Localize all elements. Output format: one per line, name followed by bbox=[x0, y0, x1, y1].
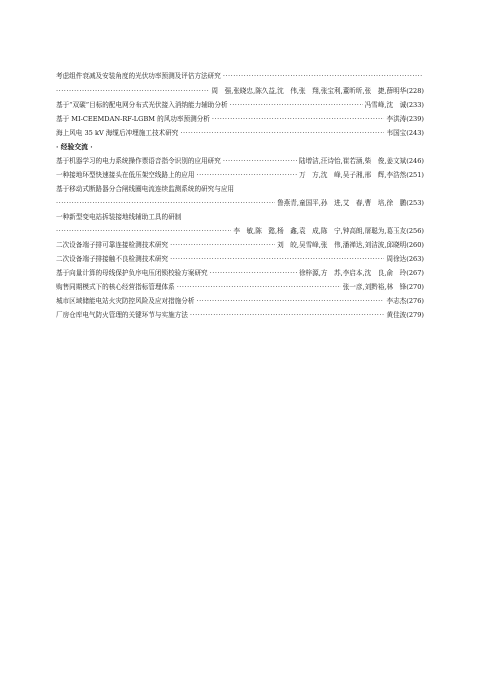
entry-authors: 张一彦,刘黔裕,林 锋 bbox=[342, 283, 407, 291]
entry-authors: 徐梓源,方 苏,李启本,沈 良,俞 玲 bbox=[298, 269, 407, 277]
toc-entry-authors[interactable] bbox=[56, 87, 424, 96]
entry-page: (276) bbox=[406, 297, 424, 305]
entry-title: 基于向量计算的母线保护负序电压闭锁校验方案研究 bbox=[56, 269, 208, 277]
leader-dots bbox=[196, 171, 297, 180]
entry-page: (263) bbox=[406, 255, 424, 263]
entry-page: (256) bbox=[406, 227, 424, 235]
entry-page: (279) bbox=[406, 311, 424, 319]
section-heading: · 经验交流 · bbox=[56, 143, 93, 151]
entry-page: (253) bbox=[406, 199, 424, 207]
leader-dots bbox=[56, 227, 231, 236]
entry-authors: 李志杰 bbox=[386, 297, 407, 305]
entry-authors: 刘 皎,吴雪峰,张 伟,潘禅达,刘洁波,邱晓明 bbox=[277, 241, 407, 249]
leader-dots bbox=[170, 255, 384, 264]
entry-page: (239) bbox=[406, 115, 424, 123]
toc-entry[interactable] bbox=[56, 129, 424, 138]
leader-dots bbox=[180, 129, 384, 138]
leader-dots bbox=[223, 72, 422, 81]
entry-authors: 韦国宝 bbox=[386, 129, 407, 137]
entry-title: 购售同期模式下的核心经营指标管理体系 bbox=[56, 283, 175, 291]
entry-authors: 陆增洁,汪诗怡,崔若涵,柴 俊,姜文斌 bbox=[298, 157, 407, 165]
toc-entry-authors[interactable] bbox=[56, 199, 424, 208]
entry-authors: 冯雪峰,沈 诚 bbox=[364, 101, 407, 109]
entry-title: 基于机器学习的电力系统操作票语音指令识别的应用研究 bbox=[56, 157, 221, 165]
entry-title: 二次设备端子排可靠连接检测技术研究 bbox=[56, 241, 169, 249]
toc-entry[interactable] bbox=[56, 72, 424, 81]
entry-page: (243) bbox=[406, 129, 424, 137]
leader-dots bbox=[56, 199, 275, 208]
leader-dots bbox=[223, 157, 297, 166]
toc-entry[interactable] bbox=[56, 115, 424, 124]
entry-authors: 周 强,张晓忠,陈久益,沈 伟,张 翔,张宝利,董昕昕,张 捷,薛明华 bbox=[211, 87, 407, 95]
entry-page: (228) bbox=[406, 87, 424, 95]
leader-dots bbox=[56, 87, 209, 96]
entry-authors: 鲁燕青,童国平,孙 进,艾 春,曹 培,徐 鹏 bbox=[277, 199, 407, 207]
entry-page: (260) bbox=[406, 241, 424, 249]
toc-entry-title-line[interactable]: 一种新型变电站拆装接地线辅助工具的研制 bbox=[56, 213, 182, 221]
toc-entry[interactable] bbox=[56, 311, 424, 320]
entry-title: 考虑组件衰减及安装角度的光伏功率预测及评估方法研究 bbox=[56, 72, 221, 80]
toc-entry[interactable] bbox=[56, 255, 424, 264]
leader-dots bbox=[196, 297, 384, 306]
toc-entry[interactable] bbox=[56, 241, 424, 250]
toc-entry[interactable] bbox=[56, 297, 424, 306]
entry-authors: 周徐达 bbox=[386, 255, 407, 263]
leader-dots bbox=[177, 283, 341, 292]
leader-dots bbox=[210, 269, 297, 278]
leader-dots bbox=[170, 241, 275, 250]
toc-entry[interactable] bbox=[56, 171, 424, 180]
entry-page: (267) bbox=[406, 269, 424, 277]
entry-title: 海上风电 35 kV 海缆后冲埋施工技术研究 bbox=[56, 129, 179, 137]
toc-entry[interactable] bbox=[56, 283, 424, 292]
toc-entry[interactable] bbox=[56, 101, 424, 110]
toc-entry[interactable] bbox=[56, 157, 424, 166]
entry-title: 城市区域储能电站火灾防控风险及应对措施分析 bbox=[56, 297, 195, 305]
entry-title: 基于 MI-CEEMDAN-RF-LGBM 的风功率预测分析 bbox=[56, 115, 210, 123]
entry-title: 基于“双碳”目标的配电网分布式光伏接入消纳能力辅助分析 bbox=[56, 101, 228, 109]
entry-title: 二次设备端子排接触不良检测技术研究 bbox=[56, 255, 169, 263]
entry-authors: 万 方,沈 峰,吴子湘,邢 辉,李浩然 bbox=[298, 171, 407, 179]
entry-authors: 李 敏,陈 懿,杨 鑫,袁 成,陈 宁,钟高朗,屠聪为,葛玉友 bbox=[233, 227, 407, 235]
toc-entry[interactable] bbox=[56, 269, 424, 278]
toc-entry-title-line[interactable]: 基于移动式断路器分合闸线圈电流连续监测系统的研究与应用 bbox=[56, 185, 235, 193]
leader-dots bbox=[230, 101, 363, 110]
leader-dots bbox=[190, 311, 385, 320]
toc-entry-authors[interactable] bbox=[56, 227, 424, 236]
entry-page: (251) bbox=[406, 171, 424, 179]
entry-title: 厂房仓库电气防火管理的关键环节与实施方法 bbox=[56, 311, 188, 319]
entry-page: (270) bbox=[406, 283, 424, 291]
entry-authors: 黄佳波 bbox=[386, 311, 407, 319]
entry-authors: 李洪涛 bbox=[386, 115, 407, 123]
entry-title: 一种接地环型快速接头在低压架空线路上的应用 bbox=[56, 171, 195, 179]
entry-page: (246) bbox=[406, 157, 424, 165]
leader-dots bbox=[212, 115, 385, 124]
entry-page: (233) bbox=[406, 101, 424, 109]
